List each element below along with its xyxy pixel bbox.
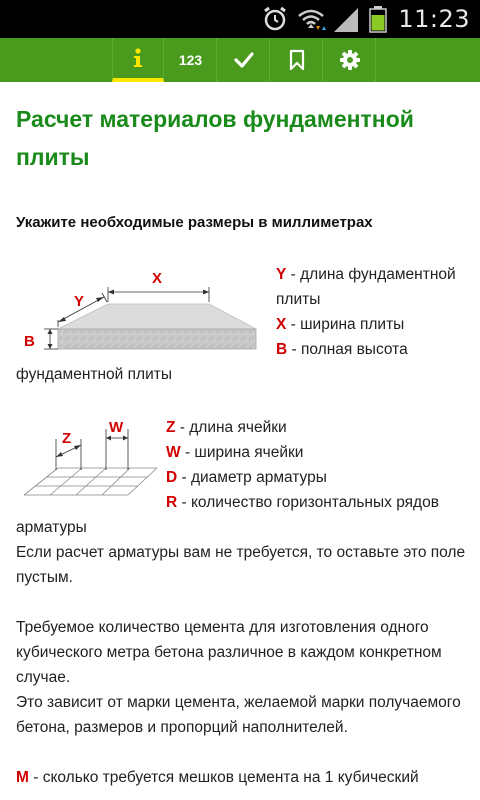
page-title: Расчет материалов фундаментной плиты [16, 106, 414, 170]
legend-w: W - ширина ячейки [166, 444, 304, 461]
check-icon [233, 49, 255, 71]
slab-legend [276, 262, 476, 362]
slab-diagram [16, 272, 266, 372]
legend-z: Z - длина ячейки [166, 419, 287, 436]
alarm-icon [260, 4, 290, 34]
legend-r: R - количество горизонтальных рядов [166, 494, 439, 511]
legend-b: B - полная высота [276, 341, 408, 358]
rebar-note: Если расчет арматуры вам не требуется, то оставьте это поле пустым. [16, 544, 466, 586]
rebar-legend [166, 415, 468, 515]
toolbar [0, 38, 480, 82]
tab-check[interactable] [218, 38, 270, 82]
battery-icon [368, 4, 388, 34]
label-y: Y [74, 293, 85, 310]
rebar-grid-diagram [16, 415, 161, 500]
label-w: W [109, 419, 124, 436]
tab-numbers-label: 123 [178, 52, 203, 68]
info-icon [131, 47, 145, 69]
tab-numbers[interactable] [165, 38, 217, 82]
label-z: Z [62, 430, 72, 447]
gear-icon [339, 49, 361, 71]
legend-y: Y - длина фундаментной плиты [276, 266, 456, 308]
tab-settings[interactable] [324, 38, 376, 82]
label-x: X [152, 272, 163, 287]
legend-r-continuation: арматуры [16, 519, 87, 536]
label-b: B [24, 333, 35, 350]
instructions-heading: Укажите необходимые размеры в миллиметрах [16, 214, 373, 231]
content [16, 82, 468, 786]
cement-paragraph-2: Это зависит от марки цемента, желаемой марки получаемого бетона, размеров и пропорций наполнителей. [16, 694, 461, 736]
wifi-icon [296, 4, 326, 34]
status-bar [0, 0, 480, 38]
bookmark-icon [288, 49, 306, 71]
cement-paragraph-1: Требуемое количество цемента для изготовления одного кубического метра бетона различное в каждом конкретном случае. [16, 619, 442, 686]
legend-m: M - сколько требуется мешков цемента на 1 кубический [16, 769, 419, 786]
legend-x: X - ширина плиты [276, 316, 405, 333]
tab-bookmark[interactable] [271, 38, 323, 82]
signal-icon [332, 4, 360, 34]
legend-d: D - диаметр арматуры [166, 469, 327, 486]
clock: 11:23 [398, 5, 470, 33]
tab-info[interactable] [112, 38, 164, 82]
legend-b-continuation: фундаментной плиты [16, 366, 172, 383]
